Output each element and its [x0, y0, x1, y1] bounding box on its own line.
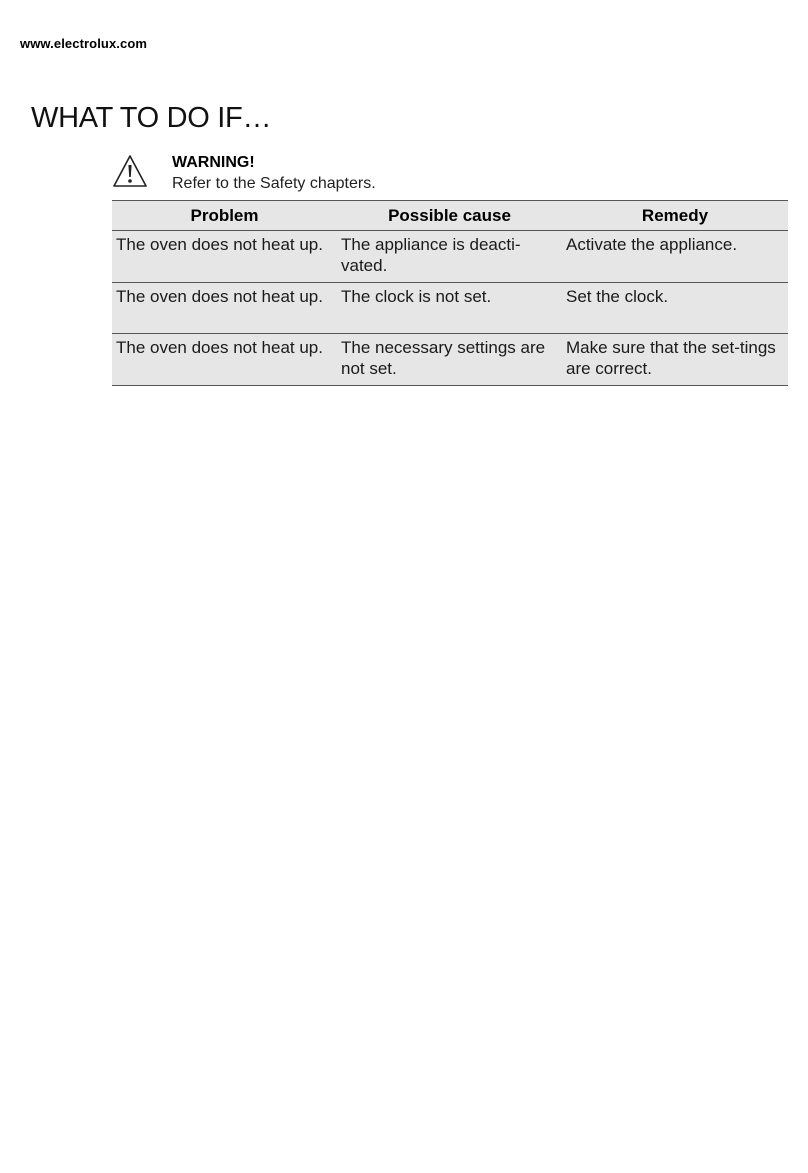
cell-cause: The clock is not set. — [337, 283, 562, 334]
header-remedy: Remedy — [562, 201, 788, 231]
cell-problem: The oven does not heat up. — [112, 231, 337, 283]
table-row — [112, 283, 788, 334]
header-possible-cause: Possible cause — [337, 201, 562, 231]
table-row — [112, 334, 788, 386]
page-title: WHAT TO DO IF… — [31, 102, 272, 134]
warning-triangle-icon — [112, 154, 148, 188]
warning-title: WARNING! — [172, 154, 255, 171]
cell-problem: The oven does not heat up. — [112, 283, 337, 334]
cell-problem: The oven does not heat up. — [112, 334, 337, 386]
cell-remedy: Make sure that the set-tings are correct. — [562, 334, 788, 386]
table-header-row — [112, 201, 788, 231]
table-row — [112, 231, 788, 283]
cell-cause: The necessary settings are not set. — [337, 334, 562, 386]
site-url: www.electrolux.com — [20, 36, 148, 51]
troubleshooting-table — [112, 200, 788, 386]
cell-remedy: Activate the appliance. — [562, 231, 788, 283]
cell-cause: The appliance is deacti-vated. — [337, 231, 562, 283]
cell-remedy: Set the clock. — [562, 283, 788, 334]
header-problem: Problem — [112, 201, 337, 231]
warning-box — [112, 152, 788, 198]
warning-text: Refer to the Safety chapters. — [172, 175, 376, 192]
